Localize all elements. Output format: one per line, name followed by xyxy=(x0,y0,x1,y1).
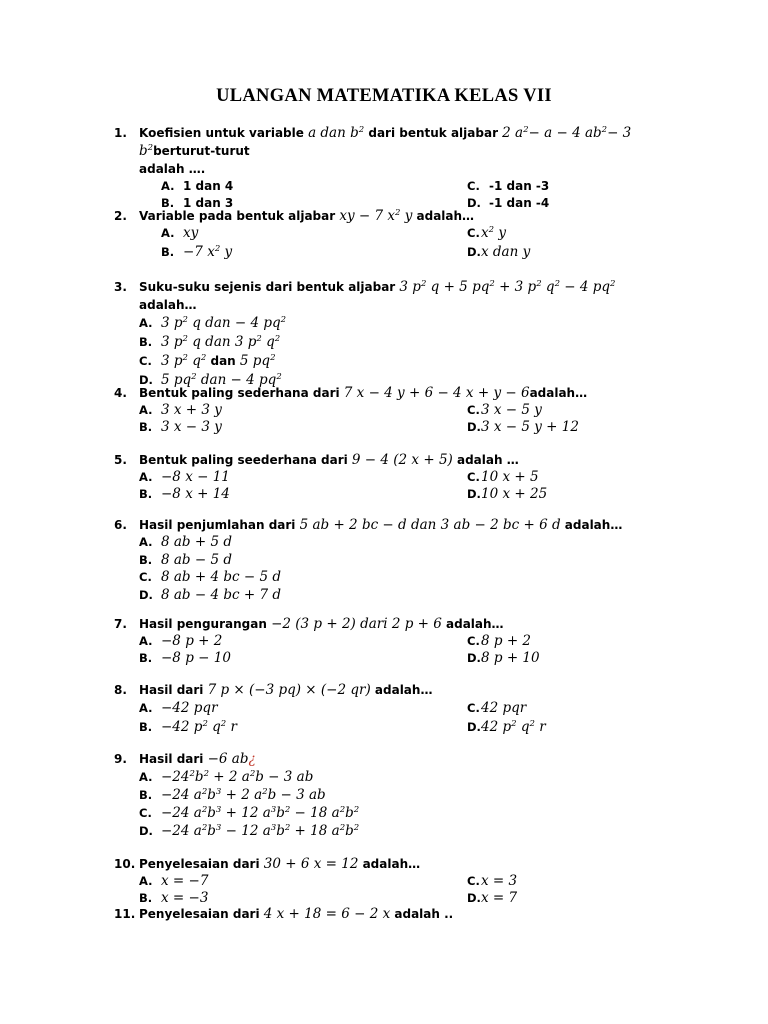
options xyxy=(139,633,668,666)
option-c[interactable]: $C.x^2$ y xyxy=(467,225,506,241)
question-stem: Suku-suku sejenis dari bentuk aljabar 3 $p^2$ q + 5 $pq^2 + 3$ $p^2$ $q^2 - 4$ $pq^2$ adalah… xyxy=(139,279,616,312)
option-a[interactable]: A. −42 pqr xyxy=(139,700,218,716)
question-number: 5. xyxy=(114,453,127,467)
option-row xyxy=(139,699,668,717)
question-3 xyxy=(114,278,668,390)
options xyxy=(139,699,668,737)
options xyxy=(139,402,668,435)
option-d[interactable]: D.x = 7 xyxy=(467,889,518,906)
option-row xyxy=(139,890,668,907)
option-b[interactable]: B. −8 p − 10 xyxy=(139,649,231,666)
question-stem: Hasil pengurangan −2 (3 p + 2) dari 2 p + 6 adalah… xyxy=(139,616,504,632)
question-stem: Bentuk paling sederhana dari 7 x − 4 y + 6 − 4 x + y − 6adalah… xyxy=(139,385,588,401)
option-b[interactable]: B. 3 $p^2$ q dan 3 $p^2$ $q^2$ xyxy=(139,334,281,350)
stem-text: berturut-turut xyxy=(153,144,250,158)
option-c[interactable]: C. 3 $p^2$ $q^2$ dan 5 $pq^2$ xyxy=(139,353,276,369)
question-number: 6. xyxy=(114,518,127,532)
options xyxy=(139,873,668,906)
option-b[interactable]: B. 8 ab − 5 d xyxy=(139,551,232,568)
question-number: 10. xyxy=(114,857,136,871)
option-a[interactable]: A. xy xyxy=(161,225,199,241)
question-stem: Penyelesaian dari 4 x + 18 = 6 − 2 x adalah .. xyxy=(139,906,454,922)
option-d[interactable]: D. 8 ab − 4 bc + 7 d xyxy=(139,586,281,603)
question-stem: Hasil dari 7 p × (−3 pq) × (−2 qr) adalah… xyxy=(139,682,433,698)
stem-text: Koefisien untuk variable xyxy=(139,126,309,140)
options xyxy=(139,469,668,502)
option-row xyxy=(161,242,668,262)
option-d[interactable]: D.8 p + 10 xyxy=(467,649,540,666)
options xyxy=(139,534,668,604)
question-stem xyxy=(139,124,668,160)
option-row xyxy=(139,402,668,419)
question-number: 9. xyxy=(114,752,127,766)
question-number: 2. xyxy=(114,209,127,223)
question-10 xyxy=(114,855,668,906)
question-stem: Hasil penjumlahan dari 5 ab + 2 bc − d dan 3 ab − 2 bc + 6 d adalah… xyxy=(139,517,623,533)
math-expr: a dan $b^2$ xyxy=(308,125,365,141)
option-a[interactable]: A. 3 x + 3 y xyxy=(139,402,222,418)
page-title: ULANGAN MATEMATIKA KELAS VII xyxy=(216,86,552,106)
stem-continuation: adalah …. xyxy=(139,162,206,176)
option-row xyxy=(161,178,668,195)
option-b[interactable]: B. −7 $x^2$ y xyxy=(161,243,233,260)
option-b[interactable]: B. x = −3 xyxy=(139,889,209,906)
option-row xyxy=(139,419,668,436)
option-d[interactable]: D.x dan y xyxy=(467,243,531,260)
math-expr: 2 $a^2- a - 4$ $ab^2- 3$ $b^2$ xyxy=(139,125,632,159)
option-row xyxy=(139,486,668,503)
question-stem: Penyelesaian dari 30 + 6 x = 12 adalah… xyxy=(139,856,421,872)
option-a[interactable]: A. −8 x − 11 xyxy=(139,469,230,485)
question-6 xyxy=(114,516,668,604)
question-number: 1. xyxy=(114,126,127,140)
option-b[interactable]: B. −8 x + 14 xyxy=(139,485,230,502)
option-c[interactable]: C. −24 $a^2b^3 + 12$ $a^3b^2 - 18$ $a^2b^2$ xyxy=(139,805,360,821)
question-1 xyxy=(114,124,668,211)
question-4 xyxy=(114,384,668,435)
option-a[interactable]: A. 8 ab + 5 d xyxy=(139,534,232,550)
option-c[interactable]: C.42 pqr xyxy=(467,700,527,716)
option-a[interactable]: A. −8 p + 2 xyxy=(139,633,223,649)
option-c[interactable]: C. -1 dan -3 xyxy=(467,179,550,193)
option-a[interactable]: A. 1 dan 4 xyxy=(161,179,234,193)
option-c[interactable]: C.3 x − 5 y xyxy=(467,402,542,418)
broken-glyph: ¿ xyxy=(248,751,256,767)
option-c[interactable]: C.x = 3 xyxy=(467,873,518,889)
option-a[interactable]: A. 3 $p^2$ q dan − 4 $pq^2$ xyxy=(139,315,287,331)
options xyxy=(161,225,668,262)
option-d[interactable]: D. −24 $a^2b^3 - 12$ $a^3b^2 + 18$ $a^2b^2$ xyxy=(139,823,360,839)
option-row xyxy=(139,633,668,650)
option-row xyxy=(139,650,668,667)
option-b[interactable]: B. −24 $a^2b^3 + 2$ $a^2b - 3$ ab xyxy=(139,787,326,803)
question-7 xyxy=(114,615,668,666)
option-d[interactable]: D. 5 $pq^2$ dan − 4 $pq^2$ xyxy=(139,372,282,388)
option-a[interactable]: A. x = −7 xyxy=(139,873,209,889)
options xyxy=(139,314,668,390)
question-stem: Bentuk paling seederhana dari 9 − 4 (2 x + 5) adalah … xyxy=(139,452,519,468)
question-number: 7. xyxy=(114,617,127,631)
option-b[interactable]: B. 1 dan 3 xyxy=(161,195,234,210)
question-8 xyxy=(114,681,668,737)
option-row xyxy=(139,717,668,737)
question-stem: Variable pada bentuk aljabar xy − 7 $x^2$ y adalah… xyxy=(139,208,475,224)
question-2 xyxy=(114,207,668,262)
question-number: 8. xyxy=(114,683,127,697)
question-9 xyxy=(114,750,668,840)
question-number: 3. xyxy=(114,280,127,294)
option-d[interactable]: D. -1 dan -4 xyxy=(467,195,550,210)
question-number: 11. xyxy=(114,907,136,921)
stem-text: dari bentuk aljabar xyxy=(364,126,503,140)
question-5 xyxy=(114,451,668,502)
option-c[interactable]: C. 8 ab + 4 bc − 5 d xyxy=(139,569,281,585)
option-d[interactable]: D.3 x − 5 y + 12 xyxy=(467,418,579,435)
option-c[interactable]: C.8 p + 2 xyxy=(467,633,532,649)
option-d[interactable]: D.10 x + 25 xyxy=(467,485,548,502)
question-stem: Hasil dari −6 ab¿ xyxy=(139,751,256,767)
option-row xyxy=(139,469,668,486)
question-11 xyxy=(114,905,668,923)
option-row xyxy=(161,225,668,242)
options xyxy=(139,768,668,840)
option-d[interactable]: D.42 $p^2$ $q^2$ r xyxy=(467,719,546,735)
question-number: 4. xyxy=(114,386,127,400)
option-row xyxy=(139,873,668,890)
option-a[interactable]: A. $-24^2b^2 + 2$ $a^2b - 3$ ab xyxy=(139,769,314,785)
option-b[interactable]: B. 3 x − 3 y xyxy=(139,418,222,435)
option-c[interactable]: C.10 x + 5 xyxy=(467,469,539,485)
option-b[interactable]: B. −42 $p^2$ $q^2$ r xyxy=(139,719,237,735)
